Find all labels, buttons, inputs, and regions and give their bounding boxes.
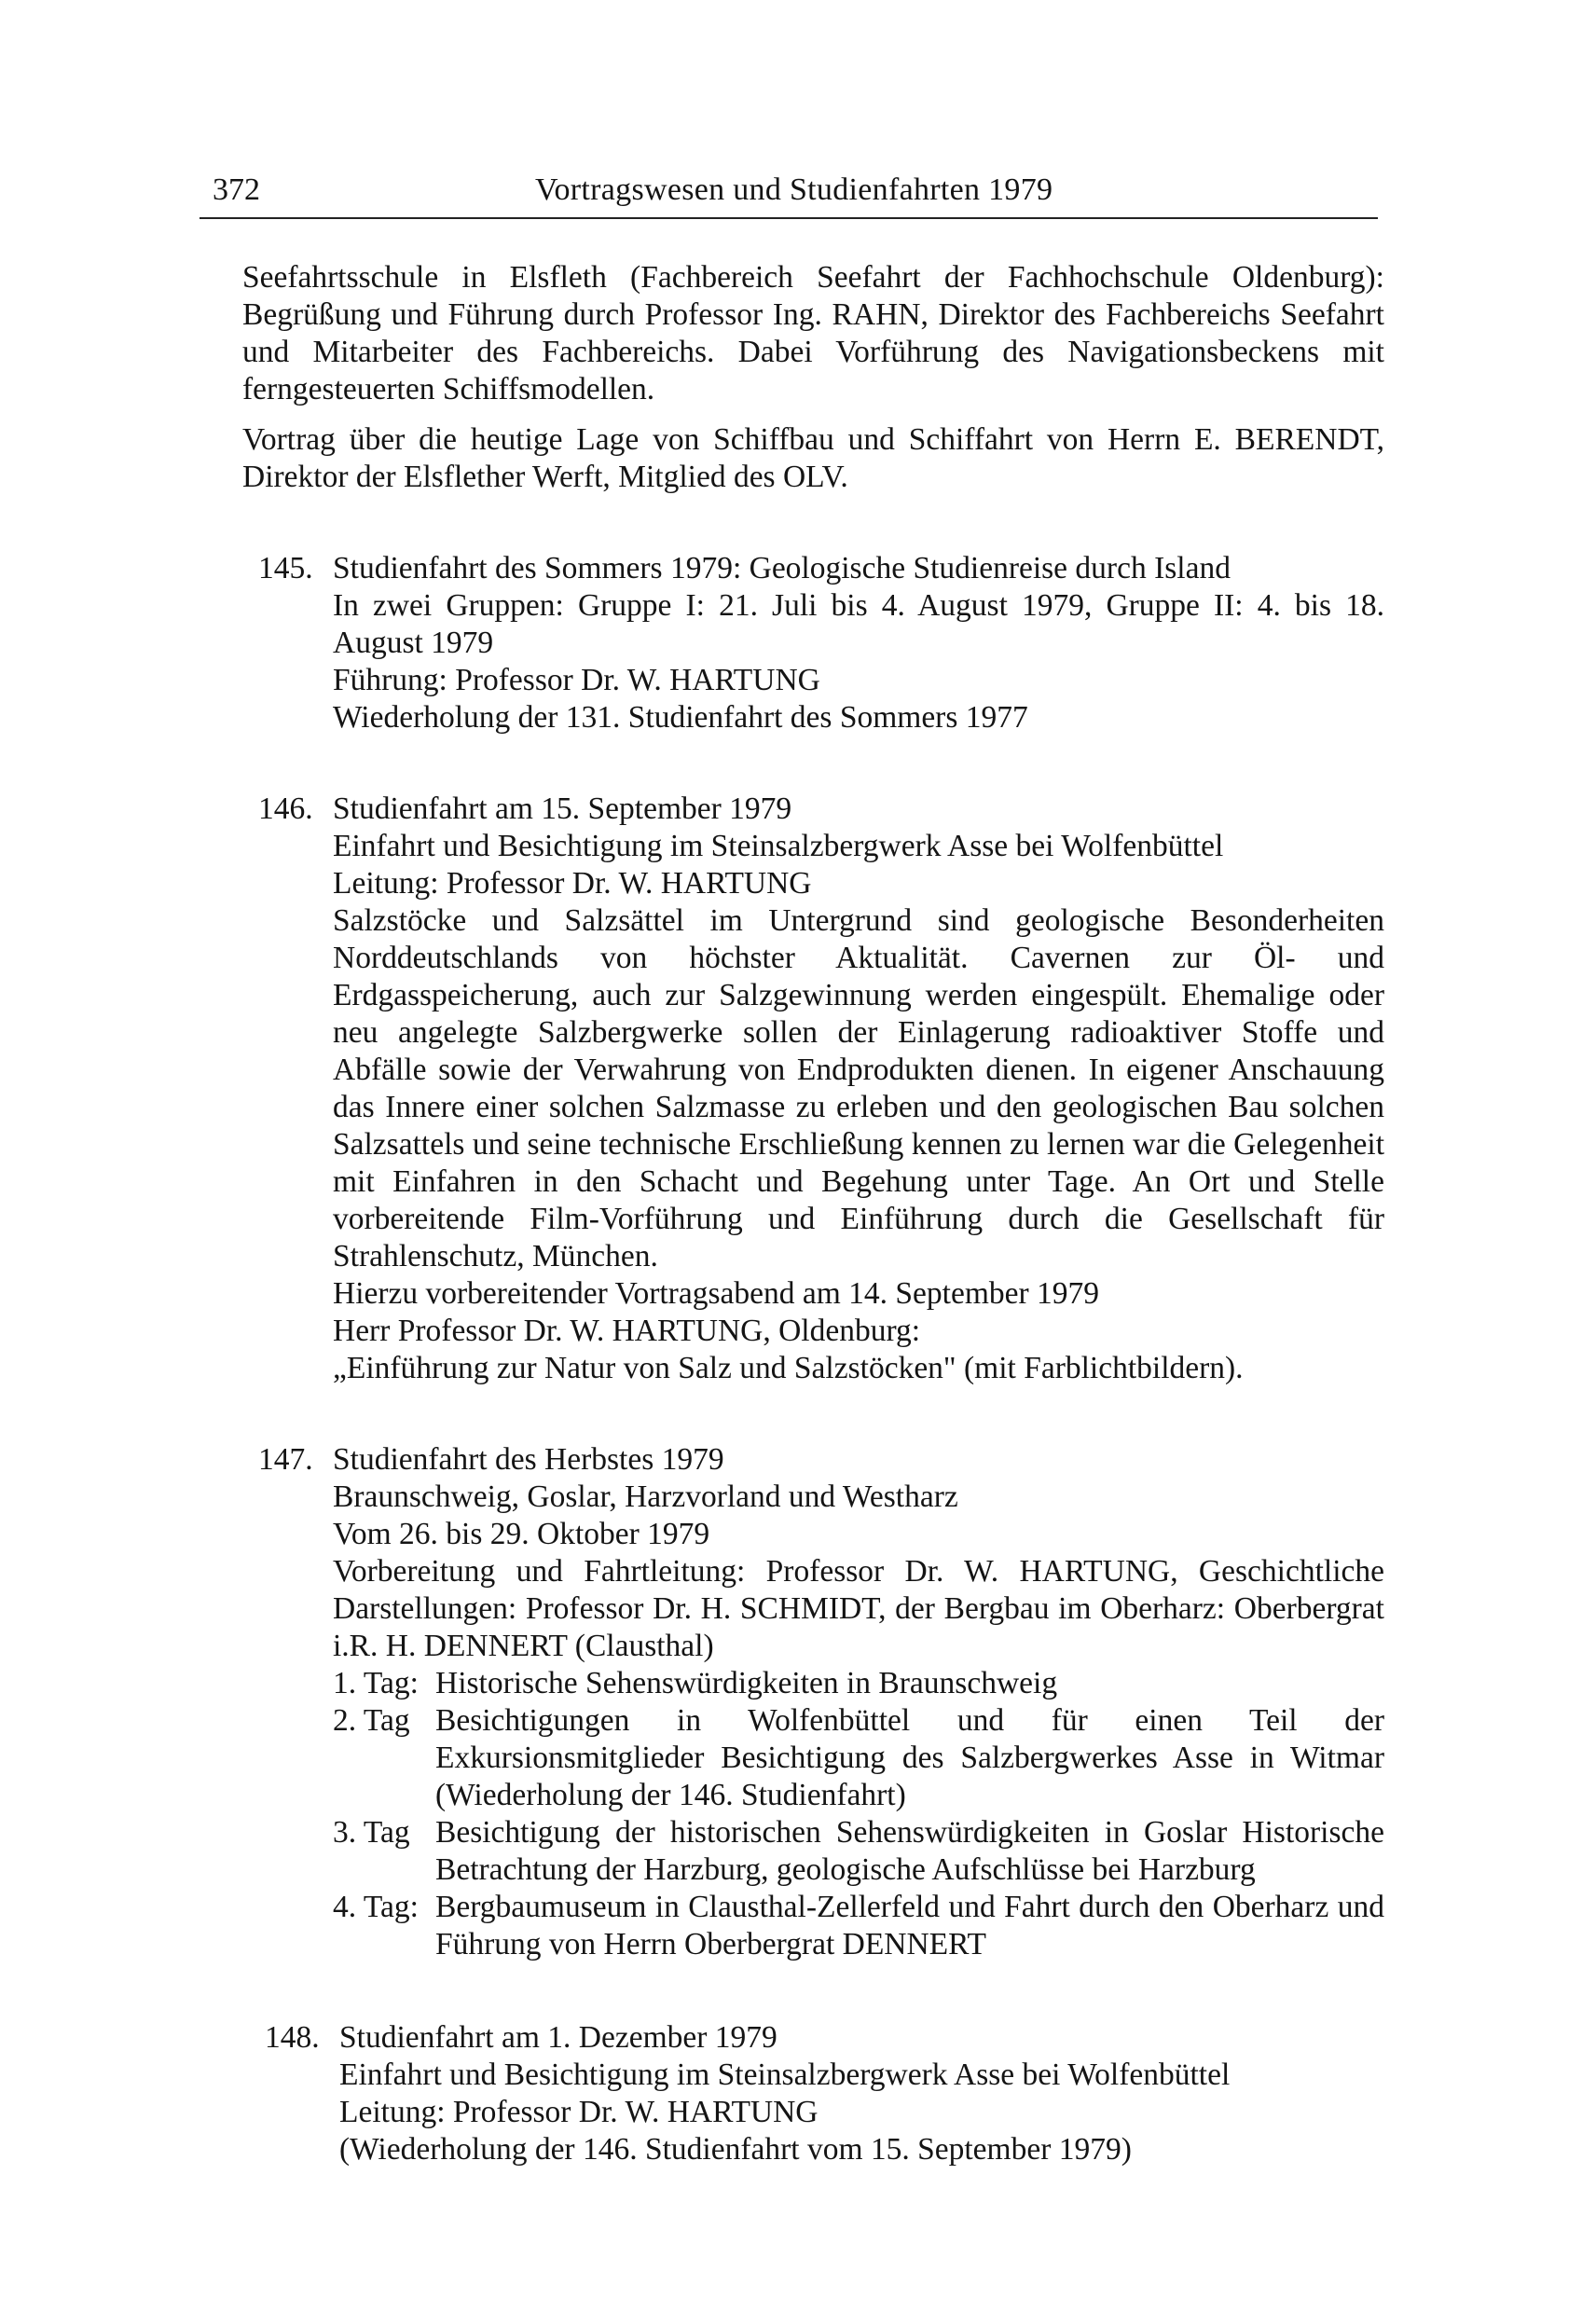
header-rule [200,217,1378,219]
entry-number: 148. [265,2020,320,2055]
entry-line: Studienfahrt des Sommers 1979: Geologische Studienreise durch Island [333,551,1231,585]
entry-line: Einfahrt und Besichtigung im Steinsalzbergwerk Asse bei Wolfenbüttel [339,2057,1231,2092]
day-text: Besichtigung der historischen Sehenswürdigkeiten in Goslar Historische Betrachtung der Harzburg, geologische Aufschlüsse bei Harzburg [435,1815,1384,1887]
page-number: 372 [213,172,260,207]
entry-line: Studienfahrt am 1. Dezember 1979 [339,2020,777,2055]
entry-line: In zwei Gruppen: Gruppe I: 21. Juli bis 4. August 1979, Gruppe II: 4. bis 18. August 1979 [333,588,1384,660]
entry-line: „Einführung zur Natur von Salz und Salzstöcken" (mit Farblichtbildern). [333,1351,1244,1385]
entry-line: Vorbereitung und Fahrtleitung: Professor Dr. W. HARTUNG, Geschichtliche Darstellungen: Professor Dr. H. SCHMIDT, der Bergbau im Oberharz: Oberbergrat i.R. H. DENNERT (Clausthal) [333,1554,1384,1663]
intro-paragraph: Vortrag über die heutige Lage von Schiffbau und Schiffahrt von Herrn E. BERENDT, Direktor der Elsflether Werft, Mitglied des OLV. [242,422,1384,494]
day-label: 4. Tag: [333,1890,419,1924]
entry-line: Hierzu vorbereitender Vortragsabend am 14. September 1979 [333,1276,1100,1311]
day-item [333,1702,1384,1814]
entry-number: 146. [258,791,313,826]
entry-line: Leitung: Professor Dr. W. HARTUNG [339,2095,819,2129]
day-item [333,1665,1384,1702]
entry-line: Führung: Professor Dr. W. HARTUNG [333,663,820,697]
intro-paragraph: Seefahrtsschule in Elsfleth (Fachbereich Seefahrt der Fachhochschule Oldenburg): Begrüßung und Führung durch Professor Ing. RAHN, Direktor des Fachbereichs Seefahrt und Mitarbeiter des Fachbereichs. Dabei Vorführung des Navigationsbeckens mit ferngesteuerten Schiffsmodellen. [242,260,1384,406]
entry-line: Studienfahrt am 15. September 1979 [333,791,792,826]
day-item [333,1889,1384,1963]
entry-147 [242,1441,1384,1963]
entry-body: Salzstöcke und Salzsättel im Untergrund sind geologische Besonderheiten Norddeutschlands von höchster Aktualität. Cavernen zur Öl- und Erdgasspeicherung, auch zur Salzgewinnung werden eingespült. Ehemalige oder neu angelegte Salzbergwerke sollen der Einlagerung radioaktiver Stoffe und Abfälle sowie der Verwahrung von Endprodukten dienen. In eigener Anschauung das Innere einer solchen Salzmasse zu erleben und den geologischen Bau solchen Salzsattels und seine technische Erschließung kennen zu lernen war die Gelegenheit mit Einfahren in den Schacht und Begehung unter Tage. An Ort und Stelle vorbereitende Film-Vorführung und Einführung durch die Gesellschaft für Strahlenschutz, München. [333,903,1384,1273]
day-item [333,1814,1384,1889]
entry-number: 147. [258,1442,313,1477]
day-text: Besichtigungen in Wolfenbüttel und für einen Teil der Exkursionsmitglieder Besichtigung des Salzbergwerkes Asse in Witmar (Wiederholung der 146. Studienfahrt) [435,1703,1384,1812]
day-text: Historische Sehenswürdigkeiten in Braunschweig [435,1666,1058,1700]
day-list [333,1665,1384,1963]
day-label: 2. Tag [333,1703,410,1738]
running-title: Vortragswesen und Studienfahrten 1979 [535,172,1053,207]
entry-line: Vom 26. bis 29. Oktober 1979 [333,1517,710,1551]
entry-line: Braunschweig, Goslar, Harzvorland und Westharz [333,1479,958,1514]
page-body [242,259,1384,2168]
entry-line: Wiederholung der 131. Studienfahrt des Sommers 1977 [333,700,1028,735]
entry-line: Studienfahrt des Herbstes 1979 [333,1442,724,1477]
entry-line: (Wiederholung der 146. Studienfahrt vom 15. September 1979) [339,2132,1132,2167]
day-label: 1. Tag: [333,1666,419,1700]
day-label: 3. Tag [333,1815,410,1850]
entry-146 [242,791,1384,1387]
entry-line: Leitung: Professor Dr. W. HARTUNG [333,866,812,901]
entry-148 [242,2019,1384,2168]
entry-145 [242,550,1384,736]
entry-line: Herr Professor Dr. W. HARTUNG, Oldenburg: [333,1314,921,1348]
day-text: Bergbaumuseum in Clausthal-Zellerfeld und Fahrt durch den Oberharz und Führung von Herrn Oberbergrat DENNERT [435,1890,1384,1961]
page-header [200,170,1378,222]
entry-number: 145. [258,551,313,585]
entry-line: Einfahrt und Besichtigung im Steinsalzbergwerk Asse bei Wolfenbüttel [333,829,1224,863]
